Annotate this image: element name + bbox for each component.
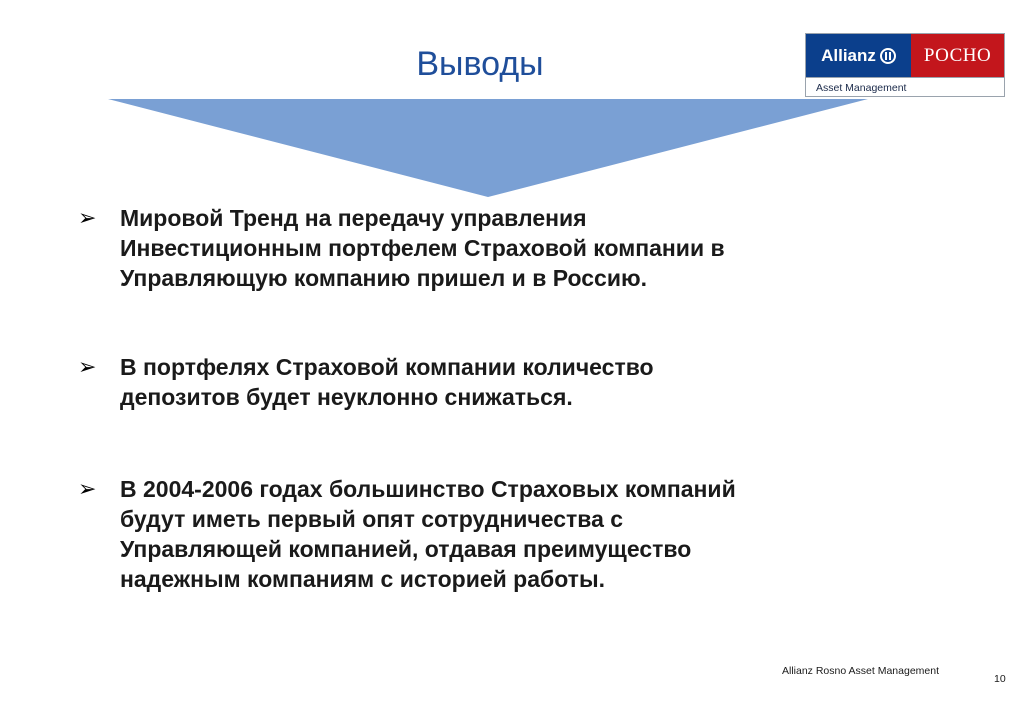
arrow-bullet-icon: ➢ (78, 354, 97, 379)
bullet-line: Управляющую компанию пришел и в Россию. (120, 265, 647, 291)
bullet-text-2 (120, 352, 654, 412)
footer-company-name: Allianz Rosno Asset Management (782, 665, 940, 677)
bullet-item-2 (78, 352, 918, 412)
allianz-wordmark: Allianz (821, 45, 876, 65)
page-number: 10 (994, 673, 1006, 685)
bullet-line: Управляющей компанией, отдавая преимущество (120, 536, 692, 562)
bullet-item-3 (78, 474, 918, 594)
company-logo (805, 33, 1005, 97)
bullet-line: Инвестиционным портфелем Страховой компании в (120, 235, 725, 261)
bullet-line: будут иметь первый опят сотрудничества с (120, 506, 624, 532)
rosno-wordmark: РОСНО (911, 34, 1004, 77)
funnel-shape (108, 99, 868, 199)
bullet-line: надежным компаниям с историей работы. (120, 566, 605, 592)
bullet-line: В 2004-2006 годах большинство Страховых компаний (120, 476, 736, 502)
bullet-text-1 (120, 203, 725, 293)
allianz-eagle-icon (880, 48, 896, 64)
bullet-line: Мировой Тренд на передачу управления (120, 205, 587, 231)
arrow-bullet-icon: ➢ (78, 205, 97, 230)
allianz-logo-block (806, 34, 911, 77)
logo-subtitle: Asset Management (806, 77, 1004, 97)
funnel-triangle (108, 99, 868, 197)
bullet-line: депозитов будет неуклонно снижаться. (120, 384, 573, 410)
bullet-text-3 (120, 474, 736, 594)
slide-title: Выводы (416, 45, 544, 83)
bullet-item-1 (78, 203, 918, 293)
bullet-line: В портфелях Страховой компании количество (120, 354, 654, 380)
arrow-bullet-icon: ➢ (78, 476, 97, 501)
